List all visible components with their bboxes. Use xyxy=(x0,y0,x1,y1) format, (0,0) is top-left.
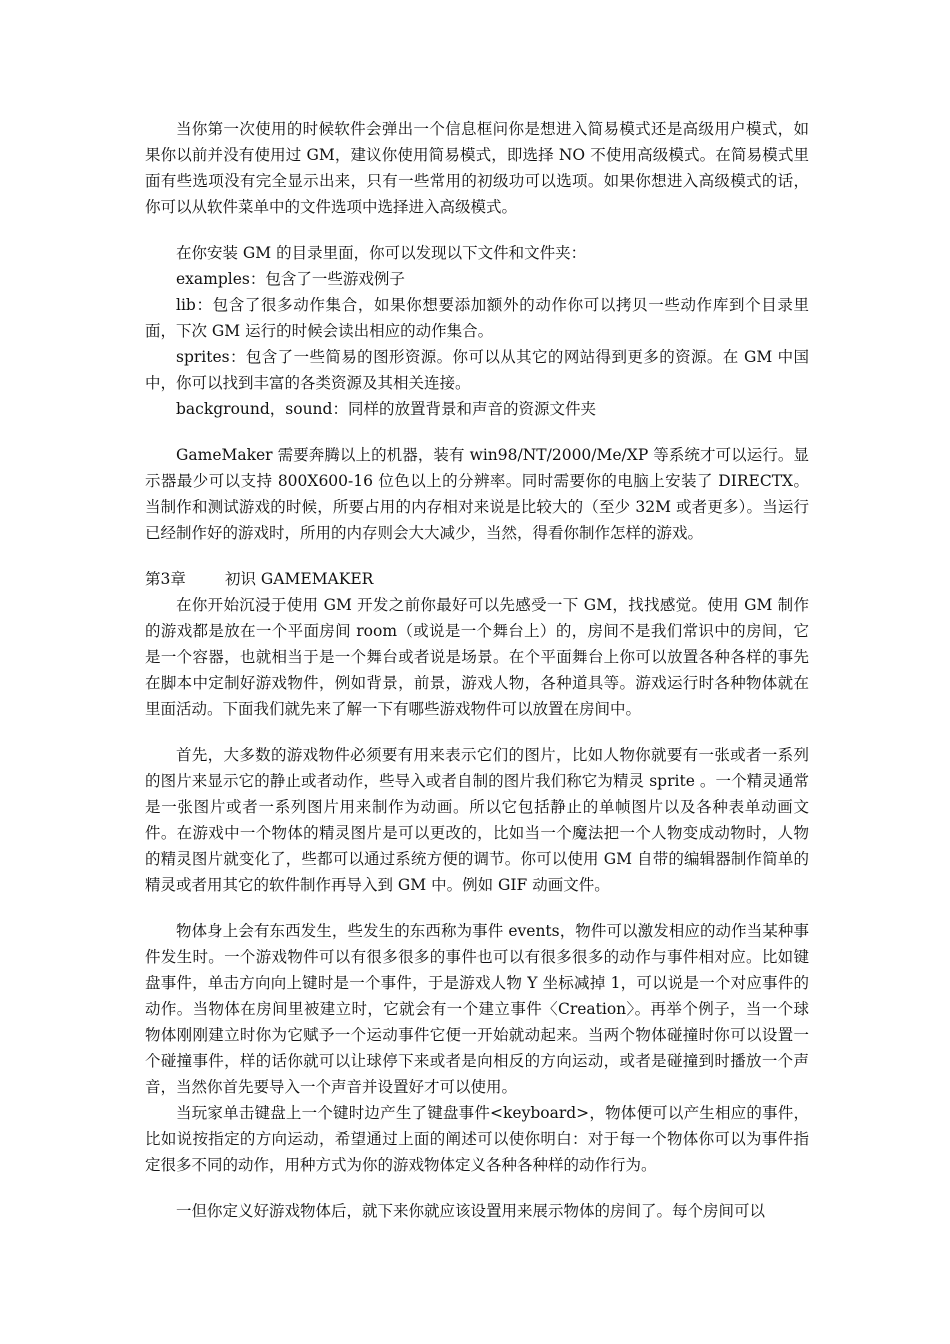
paragraph-gap xyxy=(145,898,809,918)
paragraph-sprites: sprites：包含了一些简易的图形资源。你可以从其它的网站得到更多的资源。在 GM 中国中，你可以找到丰富的各类资源及其相关连接。 xyxy=(145,348,809,392)
chapter-title: 初识 GAMEMAKER xyxy=(225,570,374,588)
chapter-number: 第3章 xyxy=(145,570,186,588)
paragraph-mode-selection: 当你第一次使用的时候软件会弹出一个信息框问你是想进入简易模式还是高级用户模式，如果你以前并没有使用过 GM，建议你使用简易模式，即选择 NO 不使用高级模式。在简易模式里面有些选项没有完全显示出来，只有一些常用的初级功可以选项。如果你想进入高级模式的话，你可以从软件菜单中的文件选项中选择进入高级模式。 xyxy=(145,120,809,216)
paragraph-install-dir: 在你安装 GM 的目录里面，你可以发现以下文件和文件夹： xyxy=(176,244,587,262)
paragraph-gap xyxy=(145,422,809,442)
paragraph-gap xyxy=(145,722,809,742)
paragraph-lib: lib：包含了很多动作集合，如果你想要添加额外的动作你可以拷贝一些动作库到个目录里面，下次 GM 运行的时候会读出相应的动作集合。 xyxy=(145,296,809,340)
paragraph-room-intro: 在你开始沉浸于使用 GM 开发之前你最好可以先感受一下 GM，找找感觉。使用 GM 制作的游戏都是放在一个平面房间 room（或说是一个舞台上）的，房间不是我们常识中的房间，它是一个容器，也就相当于是一个舞台或者说是场景。在个平面舞台上你可以放置各种各样的事先在脚本中定制好游戏物件，例如背景，前景，游戏人物，各种道具等。游戏运行时各种物体就在里面活动。下面我们就先来了解一下有哪些游戏物件可以放置在房间中。 xyxy=(145,596,809,718)
chapter-heading xyxy=(145,566,809,592)
paragraph-events: 物体身上会有东西发生，些发生的东西称为事件 events，物件可以激发相应的动作当某种事件发生时。一个游戏物件可以有很多很多的事件也可以有很多很多的动作与事件相对应。比如键盘事件，单击方向向上键时是一个事件，于是游戏人物 Y 坐标减掉 1，可以说是一个对应事件的动作。当物体在房间里被建立时，它就会有一个建立事件〈Creation〉。再举个例子，当一个球物体刚刚建立时你为它赋予一个运动事件它便一开始就动起来。当两个物体碰撞时你可以设置一个碰撞事件，样的话你就可以让球停下来或者是向相反的方向运动，或者是碰撞到时播放一个声音，当然你首先要导入一个声音并设置好才可以使用。 xyxy=(145,922,809,1096)
paragraph-sprites-intro: 首先，大多数的游戏物件必须要有用来表示它们的图片，比如人物你就要有一张或者一系列的图片来显示它的静止或者动作，些导入或者自制的图片我们称它为精灵 sprite 。一个精灵通常是一张图片或者一系列图片用来制作为动画。所以它包括静止的单帧图片以及各种表单动画文件。在游戏中一个物体的精灵图片是可以更改的，比如当一个魔法把一个人物变成动物时，人物的精灵图片就变化了，些都可以通过系统方便的调节。你可以使用 GM 自带的编辑器制作简单的精灵或者用其它的软件制作再导入到 GM 中。例如 GIF 动画文件。 xyxy=(145,746,809,894)
document-page xyxy=(145,116,809,1224)
paragraph-gap xyxy=(145,220,809,240)
paragraph-examples: examples：包含了一些游戏例子 xyxy=(176,270,405,288)
paragraph-rooms: 一但你定义好游戏物体后，就下来你就应该设置用来展示物体的房间了。每个房间可以 xyxy=(176,1202,766,1220)
paragraph-gap xyxy=(145,546,809,566)
paragraph-gap xyxy=(145,1178,809,1198)
paragraph-requirements: GameMaker 需要奔腾以上的机器，装有 win98/NT/2000/Me/XP 等系统才可以运行。显示器最少可以支持 800X600-16 位色以上的分辨率。同时需要你的电脑上安装了 DIRECTX。当制作和测试游戏的时候，所要占用的内存相对来说是比较大的（至少 32M 或者更多）。当运行已经制作好的游戏时，所用的内存则会大大减少，当然，得看你制作怎样的游戏。 xyxy=(145,446,809,542)
paragraph-background-sound: background，sound：同样的放置背景和声音的资源文件夹 xyxy=(176,400,596,418)
paragraph-keyboard-events: 当玩家单击键盘上一个键时边产生了键盘事件<keyboard>，物体便可以产生相应的事件，比如说按指定的方向运动，希望通过上面的阐述可以使你明白：对于每一个物体你可以为事件指定很多不同的动作，用种方式为你的游戏物体定义各种各种样的动作行为。 xyxy=(145,1104,809,1174)
